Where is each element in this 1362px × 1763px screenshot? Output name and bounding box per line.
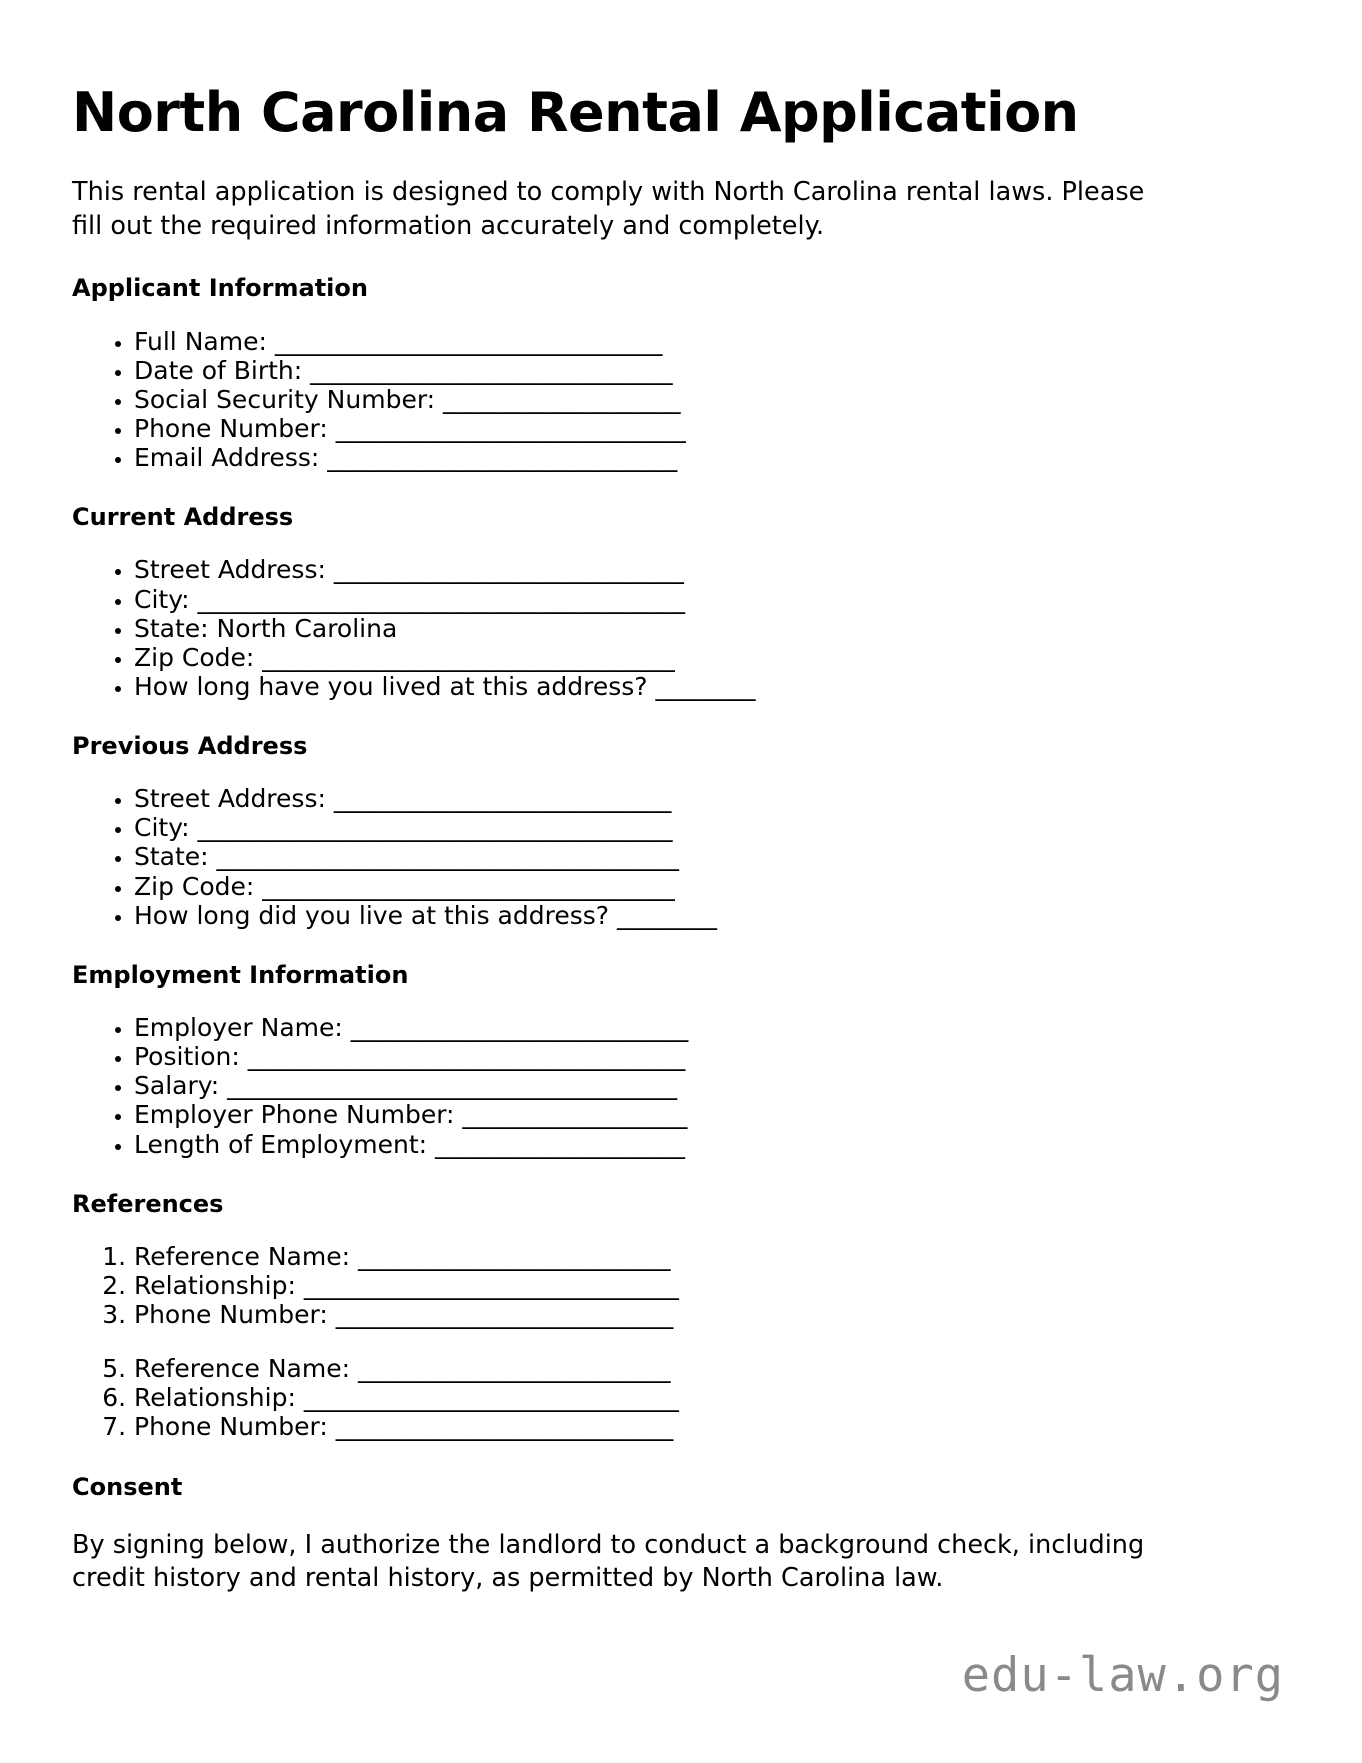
list-item: • How long did you live at this address? ________ bbox=[134, 901, 1288, 930]
intro-paragraph: This rental application is designed to comply with North Carolina rental laws. Please fill out the required information accurately and completely. bbox=[72, 177, 1145, 241]
list-item: • Email Address: ____________________________ bbox=[134, 443, 1288, 472]
list-item: • Date of Birth: _____________________________ bbox=[134, 356, 1288, 385]
list-item: • How long have you lived at this address? ________ bbox=[134, 672, 1288, 701]
list-item: • Employer Name: ___________________________ bbox=[134, 1013, 1288, 1042]
list-item: • Street Address: ____________________________ bbox=[134, 555, 1288, 584]
list-spacer bbox=[134, 1329, 1288, 1354]
list-item: 5. Reference Name: _________________________ bbox=[134, 1354, 1288, 1383]
page-title: North Carolina Rental Application bbox=[72, 81, 1079, 144]
list-item: • State: North Carolina bbox=[134, 614, 1288, 643]
list-item: 7. Phone Number: ___________________________ bbox=[134, 1412, 1288, 1441]
list-item: 6. Relationship: ______________________________ bbox=[134, 1383, 1288, 1412]
section-heading-references: References bbox=[72, 1189, 224, 1218]
section-heading-current-address: Current Address bbox=[72, 503, 294, 532]
previous-address-list bbox=[72, 784, 1288, 930]
list-item: • City: _______________________________________ bbox=[134, 585, 1288, 614]
employment-information-list bbox=[72, 1013, 1288, 1159]
section-heading-applicant-information: Applicant Information bbox=[72, 274, 368, 303]
section-heading-employment-information: Employment Information bbox=[72, 960, 409, 989]
list-item: • State: _____________________________________ bbox=[134, 842, 1288, 871]
list-item: • Zip Code: _________________________________ bbox=[134, 872, 1288, 901]
current-address-list bbox=[72, 555, 1288, 701]
list-item: • Salary: ____________________________________ bbox=[134, 1071, 1288, 1100]
list-item: 1. Reference Name: _________________________ bbox=[134, 1242, 1288, 1271]
list-item: 2. Relationship: ______________________________ bbox=[134, 1271, 1288, 1300]
applicant-information-list bbox=[72, 327, 1288, 473]
list-item: • Phone Number: ____________________________ bbox=[134, 414, 1288, 443]
list-item: • Length of Employment: ____________________ bbox=[134, 1130, 1288, 1159]
list-item: • Full Name: _______________________________ bbox=[134, 327, 1288, 356]
watermark: edu-law.org bbox=[961, 1648, 1284, 1703]
section-heading-consent: Consent bbox=[72, 1472, 183, 1501]
list-item: • Zip Code: _________________________________ bbox=[134, 643, 1288, 672]
list-item: • Position: ___________________________________ bbox=[134, 1042, 1288, 1071]
list-item: 3. Phone Number: ___________________________ bbox=[134, 1300, 1288, 1329]
list-item: • Social Security Number: ___________________ bbox=[134, 385, 1288, 414]
references-list bbox=[72, 1242, 1288, 1442]
list-item: • Employer Phone Number: __________________ bbox=[134, 1100, 1288, 1129]
list-item: • Street Address: ___________________________ bbox=[134, 784, 1288, 813]
section-heading-previous-address: Previous Address bbox=[72, 732, 308, 761]
consent-paragraph: By signing below, I authorize the landlord to conduct a background check, including credit history and rental history, as permitted by North Carolina law. bbox=[72, 1529, 1145, 1594]
list-item: • City: ______________________________________ bbox=[134, 813, 1288, 842]
